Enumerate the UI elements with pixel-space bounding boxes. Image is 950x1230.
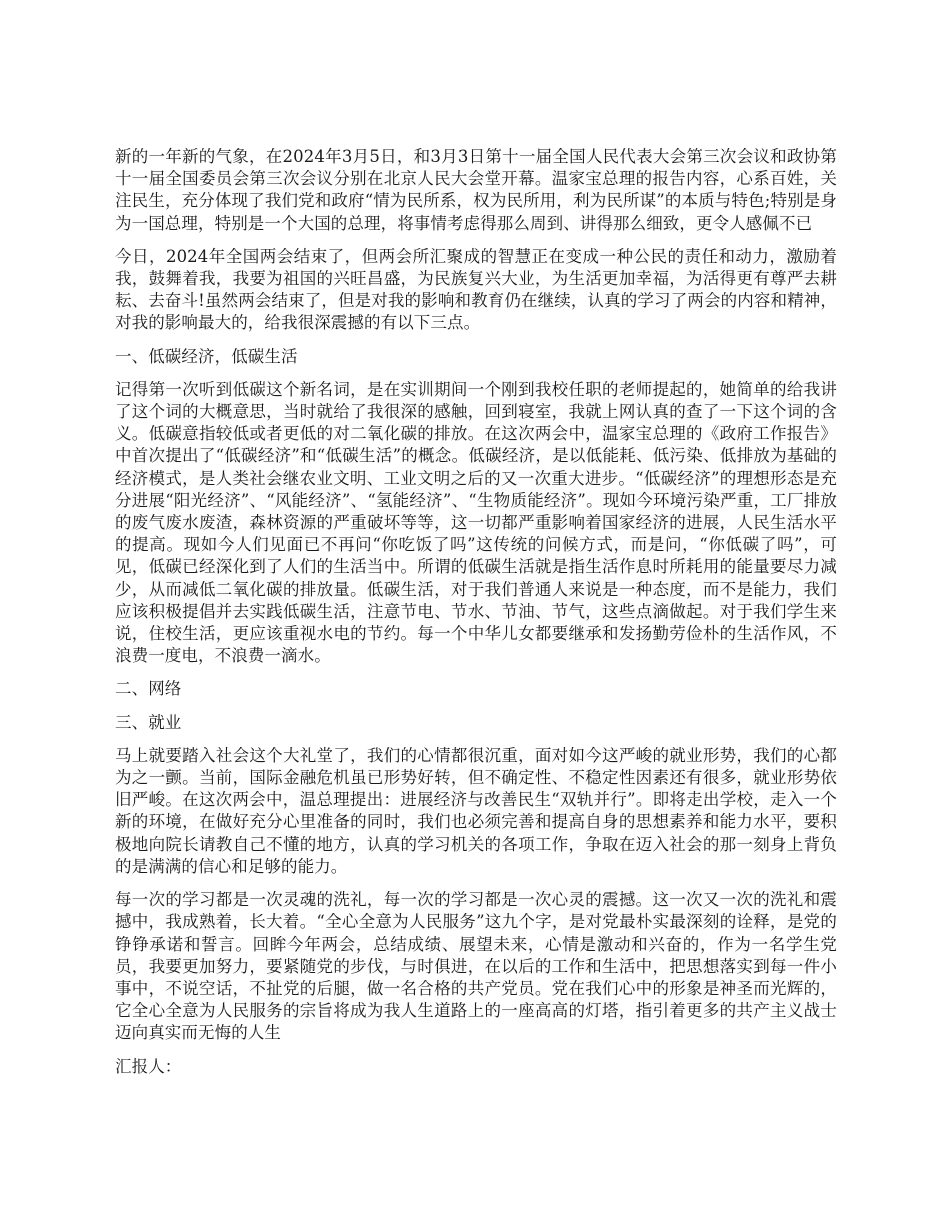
reporter-signature: 汇报人： [115, 1056, 182, 1076]
heading-low-carbon: 一、低碳经济，低碳生活 [115, 346, 298, 366]
paragraph-today: 今日，2024年全国两会结束了，但两会所汇聚成的智慧正在变成一种公民的责任和动力，激励着我，鼓舞着我，我要为祖国的兴旺昌盛，为民族复兴大业，为生活更加幸福，为活得更有尊严去耕耘、去奋斗!虽然两会结束了，但是对我的影响和教育仍在继续，认真的学习了两会的内容和精神，对我的影响最大的，给我很深震撼的有以下三点。 [115, 246, 837, 333]
paragraph-low-carbon: 记得第一次听到低碳这个新名词，是在实训期间一个刚到我校任职的老师提起的，她简单的给我讲了这个词的大概意思，当时就给了我很深的感触，回到寝室，我就上网认真的查了一下这个词的含义。低碳意指较低或者更低的对二氧化碳的排放。在这次两会中，温家宝总理的《政府工作报告》中首次提出了“低碳经济”和“低碳生活”的概念。低碳经济，是以低能耗、低污染、低排放为基础的经济模式，是人类社会继农业文明、工业文明之后的又一次重大进步。“低碳经济”的理想形态是充分进展“阳光经济”、“风能经济”、“氢能经济”、“生物质能经济”。现如今环境污染严重，工厂排放的废气废水废渣，森林资源的严重破坏等等，这一切都严重影响着国家经济的进展，人民生活水平的提高。现如今人们见面已不再问“你吃饭了吗”这传统的问候方式，而是问，“你低碳了吗”，可见，低碳已经深化到了人们的生活当中。所谓的低碳生活就是指生活作息时所耗用的能量要尽力减少，从而减低二氧化碳的排放量。低碳生活，对于我们普通人来说是一种态度，而不是能力，我们应该积极提倡并去实践低碳生活，注意节电、节水、节油、节气，这些点滴做起。对于我们学生来说，住校生活，更应该重视水电的节约。每一个中华儿女都要继承和发扬勤劳俭朴的生活作风，不浪费一度电，不浪费一滴水。 [115, 379, 837, 666]
heading-network: 二、网络 [115, 679, 182, 699]
paragraph-employment: 马上就要踏入社会这个大礼堂了，我们的心情都很沉重，面对如今这严峻的就业形势，我们的心都为之一颤。当前，国际金融危机虽已形势好转，但不确定性、不稳定性因素还有很多，就业形势依旧严峻。在这次两会中，温总理提出：进展经济与改善民生“双轨并行”。即将走出学校，走入一个新的环境，在做好充分心里准备的同时，我们也必须完善和提高自身的思想素养和能力水平，要积极地向院长请教自己不懂的地方，认真的学习机关的各项工作，争取在迈入社会的那一刻身上背负的是满满的信心和足够的能力。 [115, 745, 837, 876]
paragraph-intro: 新的一年新的气象，在2024年3月5日，和3月3日第十一届全国人民代表大会第三次会议和政协第十一届全国委员会第三次会议分别在北京人民大会堂开幕。温家宝总理的报告内容，心系百姓，关注民生，充分体现了我们党和政府“情为民所系，权为民所用，利为民所谋”的本质与特色;特别是身为一国总理，特别是一个大国的总理，将事情考虑得那么周到、讲得那么细致，更令人感佩不已 [115, 147, 837, 233]
paragraph-conclusion: 每一次的学习都是一次灵魂的洗礼，每一次的学习都是一次心灵的震撼。这一次又一次的洗礼和震撼中，我成熟着，长大着。“全心全意为人民服务”这九个字，是对党最朴实最深刻的诠释，是党的铮铮承诺和誓言。回眸今年两会，总结成绩、展望未来，心情是激动和兴奋的，作为一名学生党员，我要更加努力，要紧随党的步伐，与时俱进，在以后的工作和生活中，把思想落实到每一件小事中，不说空话，不扯党的后腿，做一名合格的共产党员。党在我们心中的形象是神圣而光辉的，它全心全意为人民服务的宗旨将成为我人生道路上的一座高高的灯塔，指引着更多的共产主义战士迈向真实而无悔的人生 [115, 890, 837, 1043]
heading-employment: 三、就业 [115, 712, 182, 732]
document-body [115, 146, 837, 1089]
